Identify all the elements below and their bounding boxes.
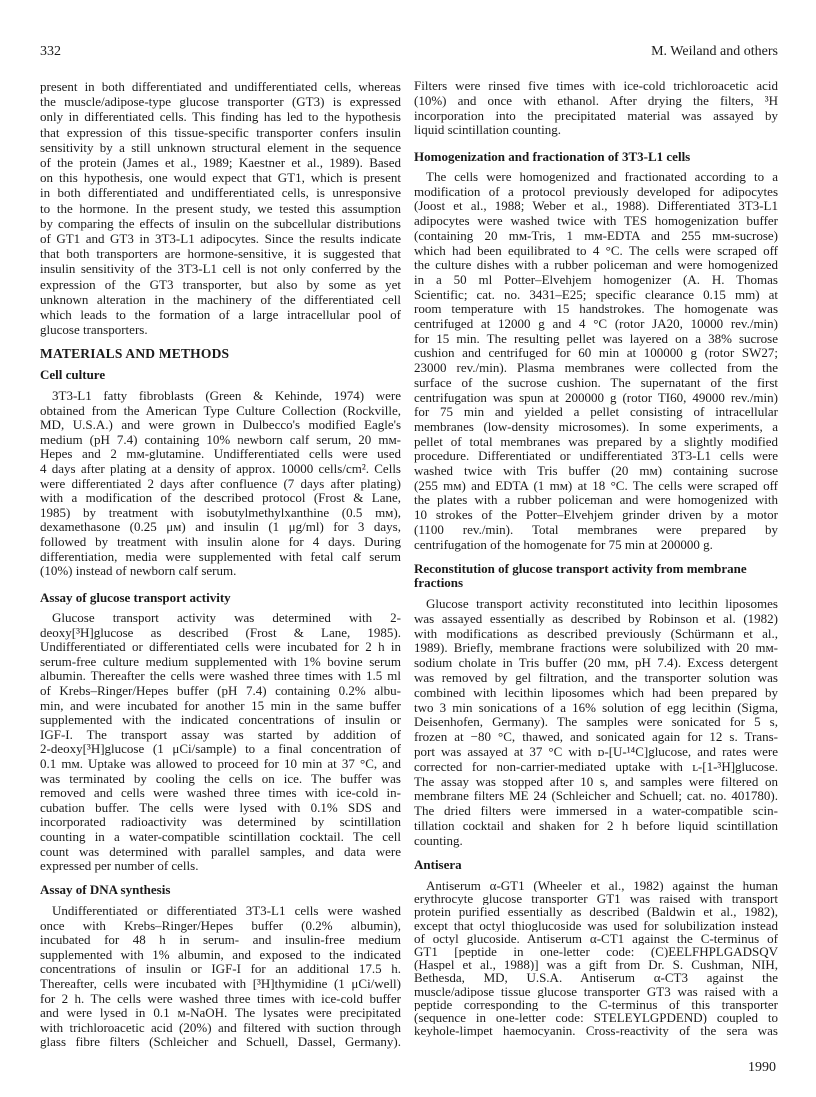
text-line: Undifferentiated or differentiated 3T3-L1 cells were washed: [52, 904, 401, 918]
text-line: 2-deoxy[³H]glucose (1 μCi/sample) to a final concentration of: [40, 742, 401, 757]
reconstitution-paragraph: [414, 597, 778, 849]
cell-culture-paragraph: [40, 389, 401, 579]
heading-line: Reconstitution of glucose transport activity from membrane: [414, 561, 747, 576]
dna-assay-paragraph: [40, 904, 401, 1050]
section-heading-materials-methods: MATERIALS AND METHODS: [40, 346, 230, 361]
text-line: 10 strokes of the Potter–Elvehjem grinder driven by a motor: [414, 508, 778, 523]
text-line: only in differentiated cells. This finding has led to the hypothesis: [40, 109, 401, 125]
text-line: (10%) and once with ethanol. After drying the filters, ³H: [414, 93, 778, 108]
text-line: in a 50 ml Potter–Elvehjem homogenizer (A. H. Thomas: [414, 272, 778, 287]
text-line: for 15 min. The resulting pellet was layered on a 38% sucrose: [414, 331, 778, 346]
text-line: insulin sensitivity of the 3T3-L1 cell is not only conferred by the: [40, 261, 401, 277]
subsection-heading-homogenization: Homogenization and fractionation of 3T3-L1 cells: [414, 149, 691, 164]
text-line: counting.: [414, 833, 463, 848]
text-line: surface of the sucrose cushion. The supernatant of the first: [414, 375, 778, 390]
text-line: expression of the GT3 transporter, but also by some as yet: [40, 276, 401, 292]
text-line: centrifugation of the homogenate for 75 min at 200000 g.: [414, 537, 713, 552]
text-line: liquid scintillation counting.: [414, 123, 561, 138]
text-line: Undifferentiated or differentiated cells were incubated for 2 h in: [40, 640, 401, 655]
text-line: (containing 20 mᴍ-Tris, 1 mᴍ-EDTA and 255 mᴍ-sucrose): [414, 228, 778, 243]
text-line: Thereafter, cells were incubated with [³H]thymidine (1 μCi/well): [40, 976, 401, 991]
text-line: membrane filters ME 24 (Schleicher and Schuell; cat. no. 401780).: [414, 789, 778, 804]
text-line: Filters were rinsed five times with ice-cold trichloroacetic acid: [414, 79, 778, 93]
text-line: 1989). Briefly, membrane fractions were solubilized with 20 mᴍ-: [414, 641, 778, 656]
text-line: Deisenhofen, Germany). The samples were sonicated for 5 s,: [414, 715, 778, 730]
text-line: Hepes and 2 mᴍ-glutamine. Undifferentiated cells were used: [40, 447, 401, 462]
text-line: IGF-I. The transport assay was started by addition of: [40, 727, 401, 742]
text-line: glass fibre filters (Schleicher and Schuell, Dassel, Germany).: [40, 1035, 401, 1050]
text-line: The assay was stopped after 10 s, and samples were filtered on: [414, 774, 778, 789]
text-line: by comparing the effects of insulin on the subcellular distributions: [40, 215, 401, 231]
text-line: the culture dishes with a rubber policeman and were homogenized: [414, 258, 778, 273]
text-line: incorporated radioactivity was determined by scintillation: [40, 815, 401, 830]
text-line: Scientific; cat. no. 3431–E25; specific clearance 0.15 mm) at: [414, 287, 778, 302]
text-line: which had been equilibrated to 4 °C. The cells were scraped off: [414, 243, 778, 258]
text-line: tillation cocktail and shaken for 2 h before liquid scintillation: [414, 818, 778, 833]
text-line: the plates with a rubber policeman and were homogenized with: [414, 493, 778, 508]
text-line: 3T3-L1 fatty fibroblasts (Green & Kehinde, 1974) were: [52, 389, 401, 403]
subsection-heading-reconstitution: [414, 562, 778, 590]
text-line: centrifugation was spun at 200000 g (rotor TI60, 49000 rev./min): [414, 390, 778, 405]
text-line: deoxy[³H]glucose as described (Frost & Lane, 1985).: [40, 625, 401, 640]
text-line: with modifications as described previously (Schürmann et al.,: [414, 626, 778, 641]
text-line: with a modification of the described protocol (Frost & Lane,: [40, 491, 401, 506]
text-line: of octyl glucoside. Antiserum α-CT1 against the C-terminus of: [414, 931, 778, 946]
text-line: 1985) by treatment with isobutylmethylxanthine (0.5 mᴍ),: [40, 505, 401, 520]
text-line: concentrations of insulin or IGF-I for an additional 17.5 h.: [40, 962, 401, 977]
text-line: obtained from the American Type Culture Collection (Rockville,: [40, 403, 401, 418]
text-line: on this hypothesis, one would expect that GT1, which is present: [40, 170, 401, 186]
text-line: protein purified essentially as described (Baldwin et al., 1982),: [414, 905, 778, 919]
text-line: 0.1 mᴍ. Uptake was allowed to proceed for 10 min at 37 °C, and: [40, 756, 401, 771]
text-line: except that octyl thioglucoside was used for solubilization instead: [414, 918, 778, 932]
antisera-paragraph: [414, 879, 778, 1037]
text-line: supplemented with the indicated concentrations of insulin or: [40, 713, 401, 728]
text-line: muscle/adipose tissue glucose transporter GT3 was raised with a: [414, 984, 778, 998]
running-title: M. Weiland and others: [651, 44, 778, 59]
text-line: was assayed essentially as described by Robinson et al. (1982): [414, 611, 778, 626]
text-line: followed by treatment with insulin alone for 4 days. During: [40, 534, 401, 549]
text-line: dexamethasone (0.25 μᴍ) and insulin (1 μg/ml) for 3 days,: [40, 520, 401, 535]
text-line: with trichloroacetic acid (20%) and filtered with suction through: [40, 1020, 401, 1035]
text-line: incubated for 48 h in serum- and insulin-free medium: [40, 933, 401, 948]
text-line: adipocytes were washed twice with TES homogenization buffer: [414, 214, 778, 229]
text-line: was removed by gel filtration, and the transporter solution was: [414, 670, 778, 685]
text-line: peptide corresponding to the C-terminus of this transporter: [414, 997, 778, 1012]
text-line: of Krebs–Ringer/Hepes buffer (pH 7.4) containing 0.2% albu-: [40, 683, 401, 698]
text-line: The cells were homogenized and fractionated according to a: [426, 170, 778, 184]
text-line: removed and cells were washed three times with ice-cold in-: [40, 786, 401, 801]
subsection-heading-dna-assay: Assay of DNA synthesis: [40, 882, 171, 897]
text-line: that expression of this tissue-specific transporter confers insulin: [40, 124, 401, 140]
text-line: corrected for non-carrier-mediated uptake with ʟ-[1-³H]glucose.: [414, 759, 778, 774]
subsection-heading-cell-culture: Cell culture: [40, 367, 106, 382]
text-line: The dried filters were immersed in a water-compatible scin-: [414, 804, 778, 819]
text-line: procedure. Differentiated or undifferentiated 3T3-L1 cells were: [414, 449, 778, 464]
text-line: pellet of total membranes was prepared by a slightly modified: [414, 434, 778, 449]
text-line: differentiation, media were supplemented with fetal calf serum: [40, 549, 401, 564]
text-line: glucose transporters.: [40, 322, 148, 338]
page-number: 332: [40, 44, 61, 59]
text-line: the muscle/adipose-type glucose transporter (GT3) is expressed: [40, 94, 401, 110]
text-line: washed twice with Tris buffer (20 mᴍ) containing sucrose: [414, 464, 778, 479]
text-line: Bethesda, MD, U.S.A. Antiserum α-CT3 against the: [414, 971, 778, 985]
text-line: cubation buffer. The cells were lysed with 0.1% SDS and: [40, 800, 401, 815]
subsection-heading-glucose-assay: Assay of glucose transport activity: [40, 590, 231, 605]
text-line: (255 mᴍ) and EDTA (1 mᴍ) at 18 °C. The cells were scraped off: [414, 478, 778, 493]
text-line: for 75 min and yielded a pellet consisting of intracellular: [414, 405, 778, 420]
text-line: which leads to the formation of a large intracellular pool of: [40, 307, 401, 323]
text-line: sodium cholate in Tris buffer (20 mᴍ, pH 7.4). Excess detergent: [414, 656, 778, 671]
heading-line: fractions: [414, 575, 464, 590]
text-line: albumin. Thereafter the cells were washed three times with 1.5 ml: [40, 669, 401, 684]
text-line: supplemented with 1% albumin, and exposed to the indicated: [40, 947, 401, 962]
text-line: centrifuged at 12000 g and 4 °C (rotor JA20, 10000 rev./min): [414, 317, 778, 332]
glucose-assay-paragraph: [40, 611, 401, 874]
text-line: was terminated by cooling the cells on ice. The buffer was: [40, 771, 401, 786]
text-line: (Joost et al., 1988; Weber et al., 1988). Differentiated 3T3-L1: [414, 199, 778, 214]
text-line: 23000 rev./min). Plasma membranes were collected from the: [414, 361, 778, 376]
text-line: two 3 min sonications of a 16% solution of egg lecithin (Sigma,: [414, 700, 778, 715]
text-line: sensitivity by a still unknown structural element in the sequence: [40, 139, 401, 155]
text-line: (1100 rev./min). Total membranes were prepared by: [414, 522, 778, 537]
text-line: room temperature with 15 handstrokes. The homogenate was: [414, 302, 778, 317]
text-line: (10%) instead of newborn calf serum.: [40, 564, 237, 579]
homogenization-paragraph: [414, 170, 778, 552]
text-line: once with Krebs–Ringer/Hepes buffer (0.2% albumin),: [40, 918, 401, 933]
text-line: erythrocyte glucose transporter GT1 was raised with transport: [414, 892, 778, 906]
text-line: Glucose transport activity was determined with 2-: [52, 611, 401, 625]
subsection-heading-antisera: Antisera: [414, 857, 462, 872]
text-line: medium (pH 7.4) containing 10% newborn calf serum, 20 mᴍ-: [40, 432, 401, 447]
text-line: 4 days after plating at a density of approx. 10000 cells/cm². Cells: [40, 461, 401, 476]
intro-paragraph: [40, 79, 401, 337]
text-line: of the protein (James et al., 1989; Kaestner et al., 1989). Based: [40, 155, 401, 171]
text-line: (sequence in one-letter code: STELEYLGPDEND) coupled to: [414, 1011, 778, 1025]
text-line: counting in a water-compatible scintillation cocktail. The cell: [40, 829, 401, 844]
text-line: cushion and centrifuged for 60 min at 100000 g (rotor SW27;: [414, 346, 778, 361]
text-line: modification of a protocol previously developed for adipocytes: [414, 184, 778, 199]
text-line: membranes (low-density microsomes). In some experiments, a: [414, 419, 778, 434]
text-line: were differentiated 2 days after confluence (7 days after plating): [40, 476, 401, 491]
text-line: expressed per number of cells.: [40, 859, 199, 874]
text-line: and were lysed in 0.1 ᴍ-NaOH. The lysates were precipitated: [40, 1006, 401, 1021]
text-line: incorporation into the precipitated material was assayed by: [414, 108, 778, 123]
text-line: (Haspel et al., 1988)] was a gift from Dr. S. Cushman, NIH,: [414, 958, 778, 972]
text-line: for 2 h. The cells were washed three times with ice-cold buffer: [40, 991, 401, 1006]
text-line: combined with lecithin liposomes which had been prepared by: [414, 685, 778, 700]
text-line: of GT1 and GT3 in 3T3-L1 adipocytes. Since the results indicate: [40, 231, 401, 247]
text-line: serum-free culture medium supplemented with 1% bovine serum: [40, 654, 401, 669]
text-line: count was determined with parallel samples, and data were: [40, 844, 401, 859]
text-line: that both transporters are hormone-sensitive, it is suggested that: [40, 246, 401, 262]
text-line: unknown alteration in the machinery of the differentiated cell: [40, 291, 401, 307]
text-line: keyhole-limpet haemocyanin. Cross-reactivity of the sera was: [414, 1024, 778, 1038]
text-line: MD, U.S.A.) and were grown in Dulbecco's modified Eagle's: [40, 418, 401, 433]
text-line: in both differentiated and undifferentiated cells, is unresponsive: [40, 185, 401, 201]
text-line: port was assayed at 37 °C with ᴅ-[U-¹⁴C]glucose, and rates were: [414, 744, 778, 759]
dna-assay-paragraph-continued: [414, 79, 778, 138]
text-line: min, and were incubated for another 15 min in the same buffer: [40, 698, 401, 713]
text-line: to the hormone. In the present study, we tested this assumption: [40, 200, 401, 216]
footer-code: 1990: [748, 1060, 776, 1075]
text-line: Glucose transport activity reconstituted into lecithin liposomes: [426, 597, 778, 611]
text-line: frozen at −80 °C, thawed, and sonicated again for 12 s. Trans-: [414, 730, 778, 745]
text-line: present in both differentiated and undifferentiated cells, whereas: [40, 79, 401, 94]
text-line: GT1 [peptide in one-letter code: (C)EELFHPLGADSQV: [414, 945, 778, 959]
text-line: Antiserum α-GT1 (Wheeler et al., 1982) against the human: [426, 879, 778, 893]
